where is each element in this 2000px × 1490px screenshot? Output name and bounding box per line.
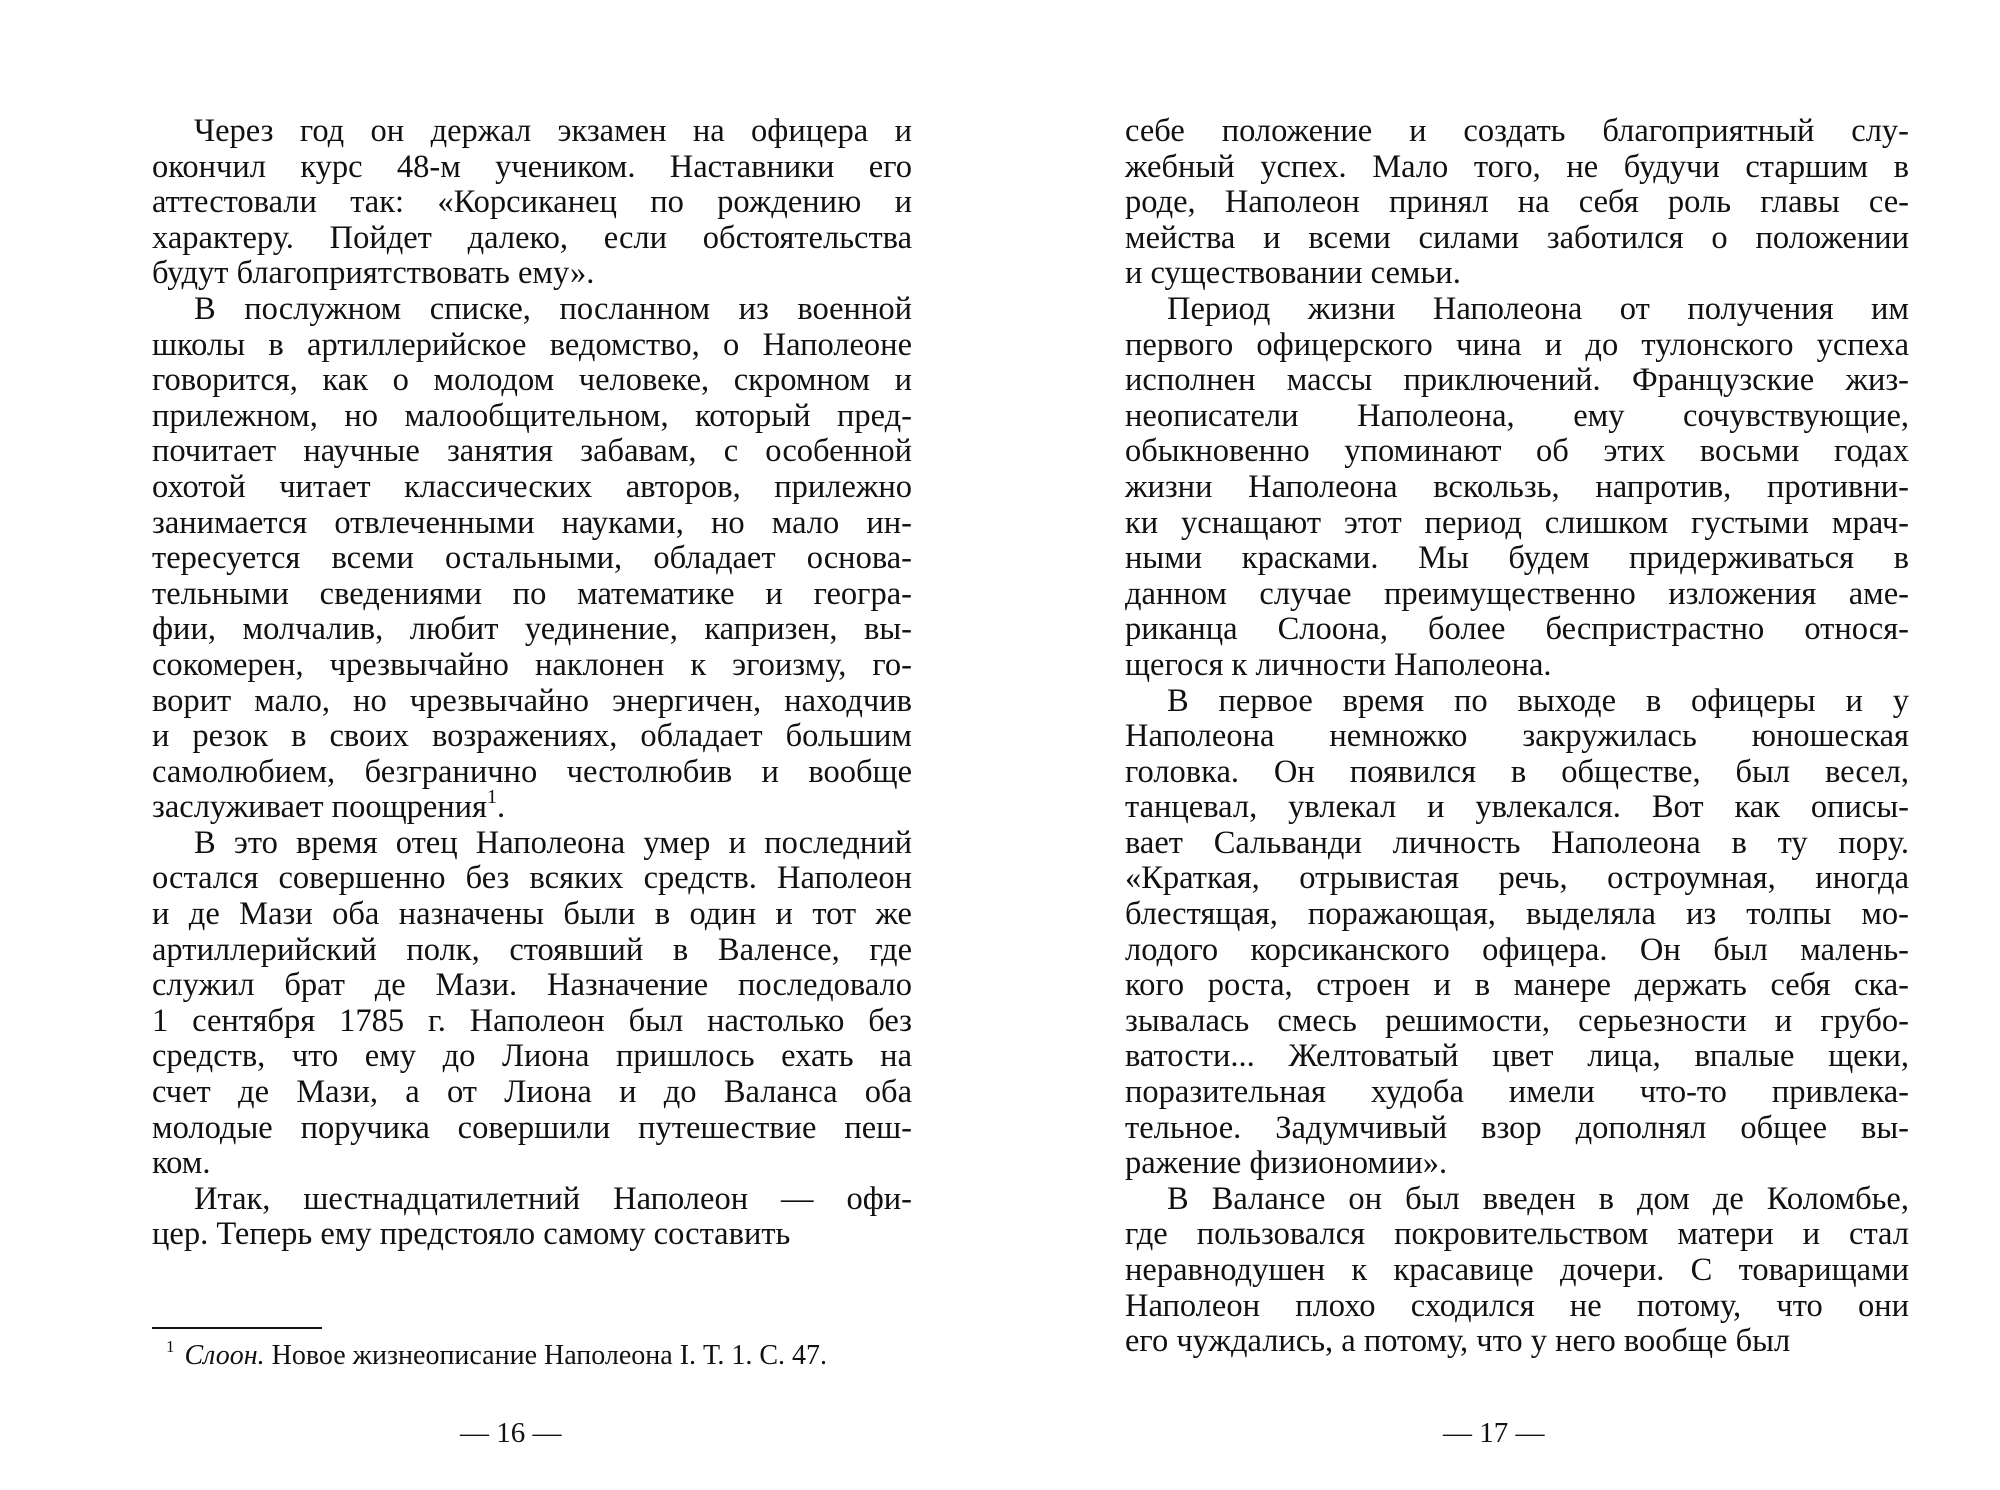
text-line: и де Мази оба назначены были в один и тот же: [152, 896, 912, 933]
text-line: поразительная худоба имели что-то привлека-: [1125, 1074, 1909, 1111]
right-page: [1125, 0, 1909, 1490]
text-line: аттестовали так: «Корсиканец по рождению и: [152, 184, 912, 221]
text-line: ватости... Желтоватый цвет лица, впалые щеки,: [1125, 1038, 1909, 1075]
text-line: почитает научные занятия забавам, с особенной: [152, 433, 912, 470]
text-line: «Краткая, отрывистая речь, остроумная, иногда: [1125, 860, 1909, 897]
text-line: прилежном, но малообщительном, который пред-: [152, 397, 912, 434]
text-line: артиллерийский полк, стоявший в Валенсе, где: [152, 931, 912, 968]
footnote-text: Новое жизнеописание Наполеона I. Т. 1. С. 47.: [271, 1340, 828, 1371]
text-line: Итак, шестнадцатилетний Наполеон — офи-: [194, 1180, 912, 1217]
page-number-left: — 16 —: [460, 1417, 562, 1449]
footnote-rule: [152, 1327, 322, 1329]
text-line: говорится, как о молодом человеке, скромном и: [152, 362, 912, 399]
paragraph: [152, 292, 912, 826]
text-line: будут благоприятствовать ему».: [152, 255, 595, 292]
left-page: [152, 0, 912, 1490]
text-line: неравнодушен к красавице дочери. С товарищами: [1125, 1252, 1909, 1288]
left-page-text: [152, 114, 912, 1253]
text-line: В Валансе он был введен в дом де Коломбье,: [1167, 1180, 1909, 1217]
text-line: остался совершенно без всяких средств. Наполеон: [152, 860, 912, 897]
text-line: самолюбием, безгранично честолюбив и вообще: [152, 753, 912, 790]
text-line: жизни Наполеона вскользь, напротив, противни-: [1125, 468, 1909, 505]
paragraph: [1125, 684, 1909, 1182]
text-line: жебный успех. Мало того, не будучи старшим в: [1125, 148, 1909, 185]
footnote-reference[interactable]: 1: [487, 786, 497, 809]
text-line: тересуется всеми остальными, обладает основа-: [152, 540, 912, 577]
text-line: счет де Мази, а от Лиона и до Валанса оба: [152, 1074, 912, 1111]
text-line: первого офицерского чина и до тулонского успеха: [1125, 326, 1909, 363]
text-line: 1 сентября 1785 г. Наполеон был настолько без: [152, 1002, 912, 1039]
right-page-text: [1125, 114, 1909, 1360]
text-line: его чуждались, а потому, что у него вообще был: [1125, 1323, 1791, 1360]
text-line-with-note: [152, 786, 912, 826]
text-line: Наполеона немножко закружилась юношеская: [1125, 718, 1909, 755]
text-line: кого роста, строен и в манере держать себя ска-: [1125, 967, 1909, 1004]
text-line: В первое время по выходе в офицеры и у: [1167, 682, 1909, 719]
text-line: фии, молчалив, любит уединение, капризен, вы-: [152, 611, 912, 648]
text-line: занимается отвлеченными науками, но мало ин-: [152, 504, 912, 541]
paragraph: [152, 114, 912, 292]
text-tail: .: [497, 789, 506, 826]
text-line: головка. Он появился в обществе, был весел,: [1125, 753, 1909, 790]
paragraph: [1125, 114, 1909, 292]
text-line: и существовании семьи.: [1125, 255, 1461, 292]
text-line: ком.: [152, 1145, 211, 1182]
paragraph: [1125, 292, 1909, 684]
paragraph: [152, 1182, 912, 1253]
page-number-right: — 17 —: [1443, 1417, 1545, 1449]
text-line: сокомерен, чрезвычайно наклонен к эгоизму, го-: [152, 646, 912, 683]
text-line: неописатели Наполеона, ему сочувствующие,: [1125, 397, 1909, 434]
text-line: риканца Слоона, более беспристрастно относя-: [1125, 611, 1909, 648]
text-line: ными красками. Мы будем придерживаться в: [1125, 540, 1909, 577]
text-line: школы в артиллерийское ведомство, о Наполеоне: [152, 326, 912, 363]
text-line: средств, что ему до Лиона пришлось ехать на: [152, 1038, 912, 1075]
text-line: В послужном списке, посланном из военной: [194, 290, 912, 327]
footnote-marker: 1: [166, 1337, 175, 1356]
text-line: Период жизни Наполеона от получения им: [1167, 290, 1909, 327]
text-line: исполнен массы приключений. Французские жиз-: [1125, 362, 1909, 399]
text-line: танцевал, увлекал и увлекался. Вот как описы-: [1125, 789, 1909, 826]
text-line: Наполеон плохо сходился не потому, что они: [1125, 1287, 1909, 1324]
text-line: молодые поручика совершили путешествие пеш-: [152, 1109, 912, 1146]
text-line: окончил курс 48-м учеником. Наставники его: [152, 148, 912, 185]
paragraph: [152, 826, 912, 1182]
text-line: вает Сальванди личность Наполеона в ту пору.: [1125, 824, 1909, 861]
text-line: зывалась смесь решимости, серьезности и грубо-: [1125, 1002, 1909, 1039]
text-line: Через год он держал экзамен на офицера и: [194, 113, 912, 149]
paragraph: [1125, 1182, 1909, 1360]
text-line: охотой читает классических авторов, прилежно: [152, 468, 912, 505]
text-line: щегося к личности Наполеона.: [1125, 646, 1552, 683]
text-line: ворит мало, но чрезвычайно энергичен, находчив: [152, 682, 912, 719]
text-line: обыкновенно упоминают об этих восьми годах: [1125, 433, 1909, 470]
text-line: тельными сведениями по математике и геогра-: [152, 575, 912, 612]
text-line: где пользовался покровительством матери и стал: [1125, 1216, 1909, 1253]
text-line: данном случае преимущественно изложения аме-: [1125, 575, 1909, 612]
text-line: служил брат де Мази. Назначение последовало: [152, 967, 912, 1004]
text-line: блестящая, поражающая, выделяла из толпы мо-: [1125, 896, 1909, 933]
text-line: лодого корсиканского офицера. Он был малень-: [1125, 931, 1909, 968]
text-line: В это время отец Наполеона умер и последний: [194, 824, 912, 861]
text-line: тельное. Задумчивый взор дополнял общее вы-: [1125, 1109, 1909, 1146]
text-line: ки уснащают этот период слишком густыми мрач-: [1125, 504, 1909, 541]
text-line: заслуживает поощрения: [152, 789, 487, 826]
text-line: и резок в своих возражениях, обладает большим: [152, 718, 912, 755]
text-line: себе положение и создать благоприятный слу-: [1125, 113, 1909, 149]
footnote-author: Слоон.: [184, 1340, 265, 1371]
text-line: мейства и всеми силами заботился о положении: [1125, 219, 1909, 256]
footnote: [166, 1339, 827, 1373]
text-line: характеру. Пойдет далеко, если обстоятельства: [152, 219, 912, 256]
text-line: ражение физиономии».: [1125, 1145, 1448, 1182]
text-line: роде, Наполеон принял на себя роль главы се-: [1125, 184, 1909, 221]
text-line: цер. Теперь ему предстояло самому составить: [152, 1216, 791, 1253]
